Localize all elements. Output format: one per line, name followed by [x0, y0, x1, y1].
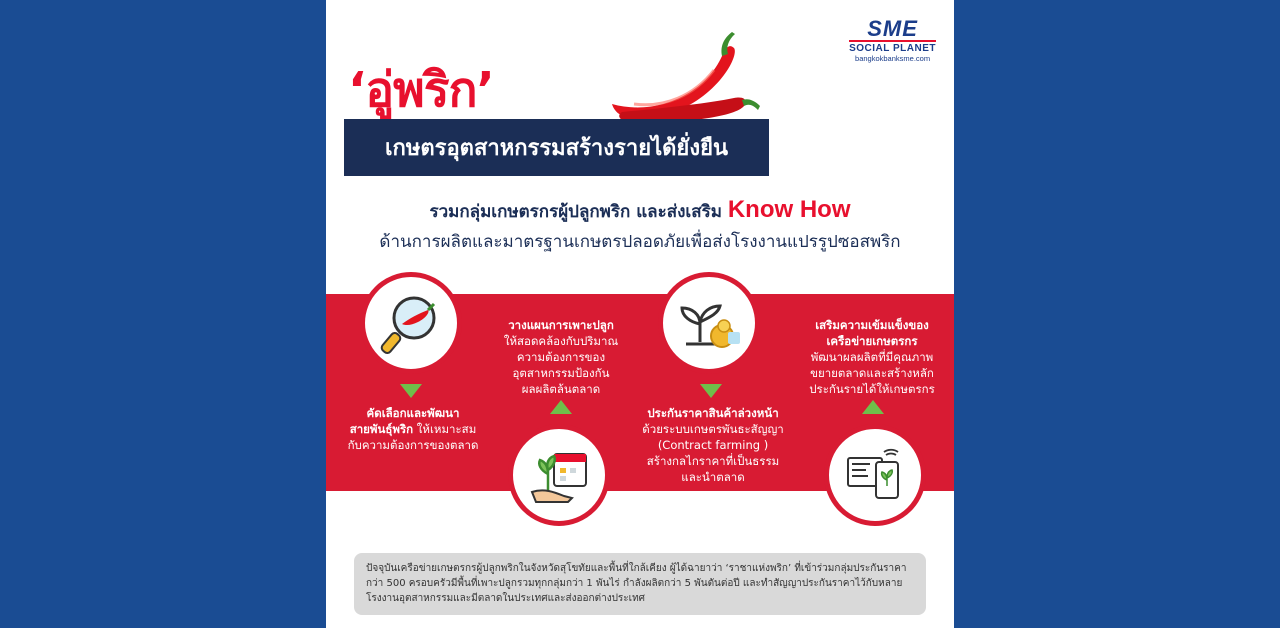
step-2-body-4: ผลผลิตล้นตลาด	[521, 382, 601, 396]
step-4-title-2: เครือข่ายเกษตรกร	[826, 334, 918, 348]
sprout-coins-icon	[674, 288, 744, 358]
step-2-body-2: ความต้องการของ	[516, 350, 606, 364]
subtitle-banner: เกษตรอุตสาหกรรมสร้างรายได้ยั่งยืน	[344, 119, 769, 176]
step-1-arrow-down	[400, 384, 422, 398]
step-3-body-4: และนำตลาด	[681, 470, 745, 484]
step-4-body-1: พัฒนาผลผลิตที่มีคุณภาพ	[810, 350, 934, 364]
infographic-card	[326, 0, 954, 628]
step-3-body-2: (Contract farming )	[657, 438, 769, 452]
step-4-body-2: ขยายตลาดและสร้างหลัก	[810, 366, 934, 380]
step-2-body-1: ให้สอดคล้องกับปริมาณ	[503, 334, 619, 348]
lead-line-1	[326, 196, 954, 225]
magnifier-chili-icon	[376, 288, 446, 358]
sme-social-planet-logo[interactable]	[849, 18, 936, 63]
footnote-box: ปัจจุบันเครือข่ายเกษตรกรผู้ปลูกพริกในจังหวัดสุโขทัยและพื้นที่ใกล้เคียง ผู้ได้ฉายาว่า ‘ราชาแห่งพริก’ ที่เข้าร่วมกลุ่มประกันราคากว่า 500 ครอบครัวมีพื้นที่เพาะปลูกรวมทุกกลุ่มกว่า 1 พันไร่ กำลังผลิตกว่า 5 พันตันต่อปี และทำสัญญาประกันราคาไว้กับหลายโรงงานอุตสาหกรรมและมีตลาดในประเทศและส่งออกต่างประเทศ	[354, 553, 926, 615]
logo-brand: SME	[867, 16, 918, 41]
step-3-body-1: ด้วยระบบเกษตรพันธะสัญญา	[642, 422, 784, 436]
step-2-circle	[508, 424, 610, 526]
step-2-body-3: อุตสาหกรรมป้องกัน	[512, 366, 610, 380]
step-4-arrow-up	[862, 400, 884, 414]
logo-line: SOCIAL PLANET	[849, 40, 936, 54]
step-1-text	[328, 405, 498, 453]
step-3-text	[628, 405, 798, 485]
step-2-arrow-up	[550, 400, 572, 414]
plant-calendar-icon	[524, 440, 594, 510]
step-4-text	[792, 317, 952, 397]
step-3-arrow-down	[700, 384, 722, 398]
smart-farm-device-icon	[840, 440, 910, 510]
step-4-title-1: เสริมความเข้มแข็งของ	[815, 318, 929, 332]
step-1-title-1: คัดเลือกและพัฒนา	[366, 406, 460, 420]
step-2-text	[486, 317, 636, 397]
step-1-circle	[360, 272, 462, 374]
step-4-body-3: ประกันรายได้ให้เกษตรกร	[809, 382, 935, 396]
step-3-title: ประกันราคาสินค้าล่วงหน้า	[647, 406, 779, 420]
lead-line-2: ด้านการผลิตและมาตรฐานเกษตรปลอดภัยเพื่อส่งโรงงานแปรรูปซอสพริก	[379, 232, 901, 252]
step-1-body-2: กับความต้องการของตลาด	[347, 438, 479, 452]
step-1-title-2: สายพันธุ์พริก	[349, 422, 414, 436]
step-4-circle	[824, 424, 926, 526]
lead-line-1-text: รวมกลุ่มเกษตรกรผู้ปลูกพริก และส่งเสริม	[429, 202, 722, 222]
step-2-title: วางแผนการเพาะปลูก	[508, 318, 614, 332]
know-how-highlight: Know How	[727, 196, 851, 223]
chili-peppers-icon	[594, 26, 764, 126]
step-1-body-1: ให้เหมาะสม	[413, 422, 477, 436]
step-3-body-3: สร้างกลไกราคาที่เป็นธรรม	[646, 454, 780, 468]
logo-url: bangkokbanksme.com	[855, 54, 931, 63]
step-3-circle	[658, 272, 760, 374]
page-title: ‘อู่พริก’	[348, 62, 494, 118]
